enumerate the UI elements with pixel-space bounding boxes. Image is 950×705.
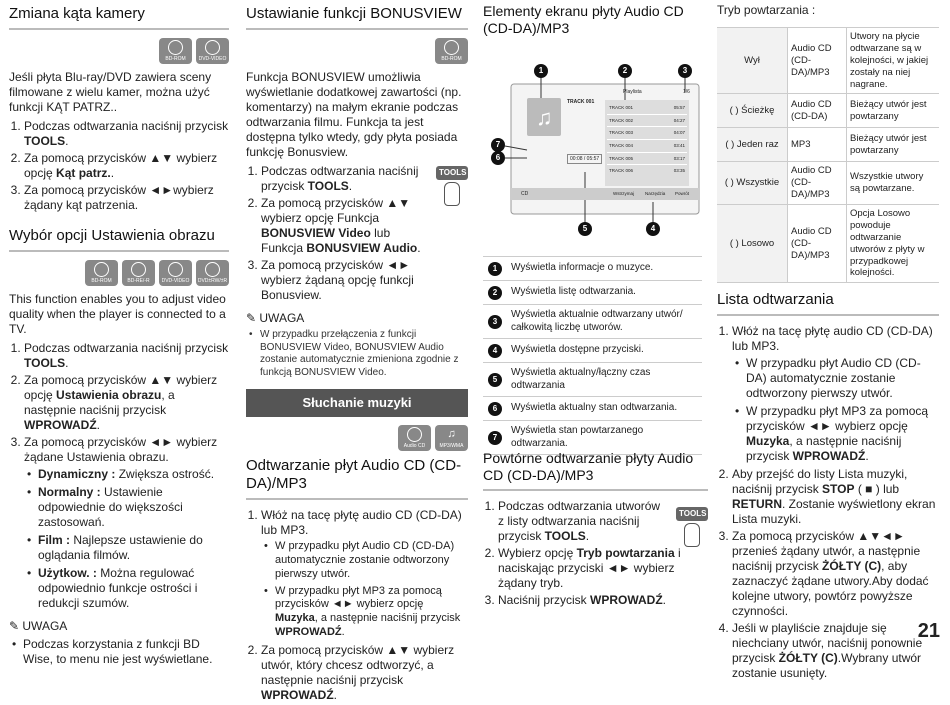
intro-text: Funkcja BONUSVIEW umożliwia wyświetlanie dodatkowej zawartości (np. komentarzy) na małym ekranie podczas odtwarzania filmu. Funkcja ta jest dostępna tylko wtedy, gdy płyta posiada funkcję Bonusview.	[246, 70, 462, 159]
bd-rom-icon: BD-ROM	[159, 38, 192, 64]
page-number: 21	[917, 620, 940, 642]
legend-row: 4 Wyświetla dostępne przyciski.	[483, 339, 702, 363]
return-button[interactable]: Powrót	[675, 191, 690, 196]
steps-list	[246, 164, 468, 303]
step: 3. Za pomocą przycisków ◄► wybierz żądaną opcję funkcji Bonusview.	[261, 258, 428, 303]
repeat-row: ( ) Ścieżkę Audio CD (CD-DA) Bieżący utwór jest powtarzany	[717, 94, 939, 128]
section-title-picture-settings: Wybór opcji Ustawienia obrazu	[9, 227, 229, 252]
dvd-video-icon: DVD-VIDEO	[196, 38, 229, 64]
step: 4. Jeśli w playliście znajduje się niechciany utwór, naciśnij ponownie przycisk ŻÓŁTY (C).Wybrany utwór zostanie usunięty.	[732, 621, 939, 681]
bonusview-steps	[246, 164, 468, 303]
section-title-audio-cd: Odtwarzanie płyt Audio CD (CD-DA)/MP3	[246, 457, 468, 500]
note-list	[9, 637, 229, 667]
note-heading: ✎ UWAGA	[9, 619, 68, 633]
mode-item: • Użytkow. : Można regulować odpowiednio funkcje ostrości i redukcji szumów.	[38, 566, 229, 611]
bd-rom-icon: BD-ROM	[85, 260, 118, 286]
pencil-icon: ✎	[9, 619, 23, 633]
callout-7: 7	[491, 138, 505, 152]
repeat-mode-off: Wył	[717, 28, 788, 94]
dvd-rw-icon: DVD±RW/±R	[196, 260, 229, 286]
legend-table	[483, 256, 702, 455]
tools-button[interactable]: Narzędzia	[645, 191, 666, 196]
repeat-section	[483, 450, 708, 610]
step: 3. Za pomocą przycisków ◄► wybierz żądane Ustawienia obrazu. • Dynamiczny : Zwiększa ostrość. • Normalny : Ustawienie odpowiednie do większości zastosowań. • Film : Najlepsze ustawienie do oglądania filmów. • Użytkow. : Można regulować odpowiednio funkcje ostrości i redukcji szumów.	[24, 435, 229, 611]
track-row[interactable]: TRACK 002 04:27	[607, 115, 687, 128]
column-3	[483, 0, 708, 42]
step: 3. Naciśnij przycisk WPROWADŹ.	[498, 593, 708, 608]
current-track: TRACK 001	[567, 99, 595, 105]
section-title-repeat: Powtórne odtwarzanie płyty Audio CD (CD-DA)/MP3	[483, 450, 708, 491]
step: 1. Podczas odtwarzania naciśnij przycisk TOOLS.	[24, 119, 229, 149]
page-indicator: 1/6	[683, 89, 690, 95]
playlist	[607, 102, 687, 177]
legend-row: 6 Wyświetla aktualny stan odtwarzania.	[483, 397, 702, 421]
step: 2. Za pomocą przycisków ▲▼ wybierz opcję Funkcja BONUSVIEW Video lub Funkcja BONUSVIEW Audio.	[261, 196, 428, 256]
audio-cd-icon: Audio CD	[398, 425, 431, 451]
step: 2. Za pomocą przycisków ▲▼ wybierz opcję Ustawienia obrazu, a następnie naciśnij przycisk WPROWADŹ.	[24, 373, 229, 433]
step: 1. Podczas odtwarzania naciśnij przycisk TOOLS.	[24, 341, 229, 371]
disc-icons	[246, 38, 468, 64]
callout-1: 1	[534, 64, 548, 78]
disc-icons	[9, 260, 229, 286]
dvd-video-icon: DVD-VIDEO	[159, 260, 192, 286]
section-title-camera-angle: Zmiana kąta kamery	[9, 5, 229, 30]
steps-list	[483, 499, 708, 544]
tools-button-icon: TOOLS	[436, 166, 468, 214]
track-row[interactable]: TRACK 001 05:57	[607, 102, 687, 115]
playlist-label: Playlista	[623, 89, 642, 95]
note-heading: ✎ UWAGA	[246, 311, 305, 325]
column-2	[246, 0, 468, 705]
legend-row: 1 Wyświetla informacje o muzyce.	[483, 256, 702, 281]
intro-text: This function enables you to adjust video quality when the player is connected to a TV.	[9, 292, 226, 336]
audio-cd-screen	[483, 62, 711, 240]
tools-button-icon: TOOLS	[676, 507, 708, 555]
step: 3. Za pomocą przycisków ▲▼◄► przenieś żądany utwór, a następnie naciśnij przycisk ŻÓŁTY (C), aby zaznaczyć żądane utwory.Aby dodać kolejne utwory, powtórz powyższe czynności.	[732, 529, 939, 619]
time-readout: 00:08 / 05:57	[567, 154, 602, 164]
legend-row: 2 Wyświetla listę odtwarzania.	[483, 281, 702, 305]
bd-rom-icon: BD-ROM	[435, 38, 468, 64]
repeat-row: ( ) Wszystkie Audio CD (CD-DA)/MP3 Wszystkie utwory są powtarzane.	[717, 162, 939, 205]
callout-6: 6	[491, 151, 505, 165]
disc-icons	[9, 38, 229, 64]
step: 2. Aby przejść do listy Lista muzyki, naciśnij przycisk STOP ( ■ ) lub RETURN. Zostanie wyświetlony ekran Lista muzyki.	[732, 467, 939, 527]
step: 1. Włóż na tacę płytę audio CD (CD-DA) lub MP3. • W przypadku płyt Audio CD (CD-DA) automatycznie zostanie odtworzony pierwszy utwór. • W przypadku płyt MP3 za pomocą przycisków ◄► wybierz opcję Muzyka, a następnie naciśnij przycisk WPROWADŹ.	[261, 508, 468, 639]
bullet-list	[261, 540, 468, 639]
callout-2: 2	[618, 64, 632, 78]
legend-row: 3 Wyświetla aktualnie odtwarzany utwór/ całkowitą liczbę utworów.	[483, 305, 702, 339]
step: 2. Wybierz opcję Tryb powtarzania i naciskając przyciski ◄► wybierz żądany tryb.	[498, 546, 708, 591]
repeat-mode-table	[717, 27, 939, 283]
steps-list-continued	[483, 546, 708, 608]
repeat-steps	[483, 499, 708, 608]
column-4	[717, 291, 939, 683]
intro-text: Jeśli płyta Blu-ray/DVD zawiera sceny filmowane z wielu kamer, można użyć funkcji KĄT PATRZ..	[9, 70, 212, 114]
repeat-mode-heading: Tryb powtarzania :	[717, 3, 816, 17]
bd-re-icon: BD-RE/-R	[122, 260, 155, 286]
callout-5: 5	[578, 222, 592, 236]
note-text: • Podczas korzystania z funkcji BD Wise, to menu nie jest wyświetlane.	[23, 637, 229, 667]
mode-list	[24, 467, 229, 611]
repeat-mode-track: ( ) Ścieżkę	[717, 94, 788, 128]
repeat-mode-all: ( ) Wszystkie	[717, 162, 788, 205]
steps-list	[246, 508, 468, 702]
note-text: • W przypadku przełączenia z funkcji BONUSVIEW Video, BONUSVIEW Audio zostanie automatycznie zmieniona zgodnie z funkcją BONUSVIEW Video.	[260, 329, 468, 379]
music-note-icon: ♫	[536, 105, 553, 130]
pencil-icon: ✎	[246, 311, 260, 325]
mode-item: • Normalny : Ustawienie odpowiednie do większości zastosowań.	[38, 485, 229, 530]
section-title-bonusview: Ustawianie funkcji BONUSVIEW	[246, 5, 468, 30]
callout-3: 3	[678, 64, 692, 78]
legend-row: 7 Wyświetla stan powtarzanego odtwarzania.	[483, 421, 702, 455]
legend-row: 5 Wyświetla aktualny/łączny czas odtwarzania	[483, 363, 702, 397]
steps-list	[717, 324, 939, 681]
note-list	[246, 329, 468, 379]
step: 1. Włóż na tacę płytę audio CD (CD-DA) lub MP3. • W przypadku płyt Audio CD (CD-DA) automatycznie zostanie odtworzony pierwszy utwór. • W przypadku płyt MP3 za pomocą przycisków ◄► wybierz opcję Muzyka, a następnie naciśnij przycisk WPROWADŹ.	[732, 324, 939, 464]
bullet: • W przypadku płyt MP3 za pomocą przycisków ◄► wybierz opcję Muzyka, a następnie naciśnij przycisk WPROWADŹ.	[275, 585, 468, 640]
bullet: • W przypadku płyt Audio CD (CD-DA) automatycznie zostanie odtworzony pierwszy utwór.	[275, 540, 468, 581]
bullet: • W przypadku płyt Audio CD (CD-DA) automatycznie zostanie odtworzony pierwszy utwór.	[746, 356, 939, 401]
disc-label: CD	[521, 191, 529, 197]
track-row[interactable]: TRACK 006 03:35	[609, 168, 685, 174]
steps-list	[9, 341, 229, 611]
step: 2. Za pomocą przycisków ▲▼ wybierz utwór, który chcesz odtworzyć, a następnie naciśnij przycisk WPROWADŹ.	[261, 643, 468, 703]
track-row[interactable]: TRACK 003 04:07	[607, 127, 687, 140]
column-1	[9, 0, 229, 670]
section-title-playlist: Lista odtwarzania	[717, 291, 939, 316]
repeat-mode-once: ( ) Jeden raz	[717, 128, 788, 162]
mode-item: • Film : Najlepsze ustawienie do oglądania filmów.	[38, 533, 229, 563]
edit-button[interactable]: Wstrzymaj	[613, 191, 634, 196]
step: 1. Podczas odtwarzania naciśnij przycisk TOOLS.	[261, 164, 428, 194]
repeat-row: Wył Audio CD (CD-DA)/MP3 Utwory na płycie odtwarzane są w kolejności, w jakiej zostały na niej nagrane.	[717, 28, 939, 94]
repeat-mode-shuffle: ( ) Losowo	[717, 205, 788, 283]
repeat-row: ( ) Jeden raz MP3 Bieżący utwór jest powtarzany	[717, 128, 939, 162]
mode-item: • Dynamiczny : Zwiększa ostrość.	[38, 467, 229, 482]
track-row[interactable]: TRACK 004 03:41	[607, 140, 687, 153]
step: 1. Podczas odtwarzania utworów z listy odtwarzania naciśnij przycisk TOOLS.	[498, 499, 668, 544]
mp3-note-icon: ♫ MP3/WMA	[435, 425, 468, 451]
music-banner: Słuchanie muzyki	[246, 389, 468, 417]
bullet-list	[732, 356, 939, 464]
repeat-row: ( ) Losowo Audio CD (CD-DA)/MP3 Opcja Losowo powoduje odtwarzanie utworów z płyty w przypadkowej kolejności.	[717, 205, 939, 283]
disc-icons	[246, 425, 468, 451]
bullet: • W przypadku płyt MP3 za pomocą przycisków ◄► wybierz opcję Muzyka, a następnie naciśnij przycisk WPROWADŹ.	[746, 404, 939, 464]
track-row[interactable]: TRACK 005 03:17	[607, 153, 687, 166]
steps-list	[9, 119, 229, 213]
step: 3. Za pomocą przycisków ◄►wybierz żądany kąt patrzenia.	[24, 183, 229, 213]
callout-4: 4	[646, 222, 660, 236]
section-title-screen-elements: Elementy ekranu płyty Audio CD (CD-DA)/MP3	[483, 3, 684, 36]
step: 2. Za pomocą przycisków ▲▼ wybierz opcję Kąt patrz..	[24, 151, 229, 181]
